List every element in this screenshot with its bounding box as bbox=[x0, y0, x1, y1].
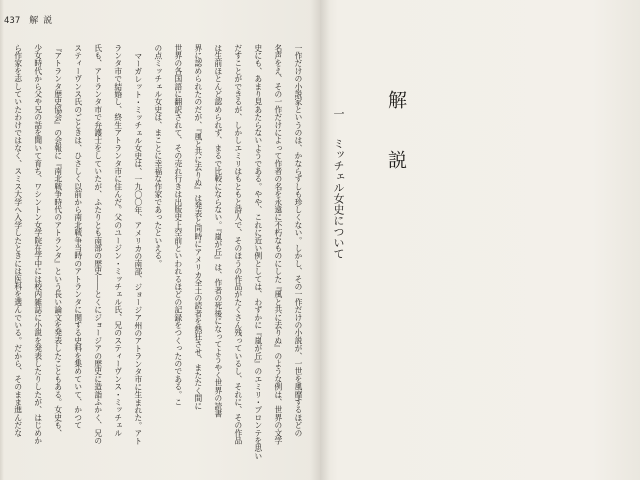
body-text bbox=[14, 44, 302, 462]
text-column: マーガレット・ミッチェル女史は、一九〇〇年、アメリカの南部、ジョージア州のアトランタ市に生まれた。アト bbox=[133, 51, 143, 445]
text-column: ら作家を志していたわけではなく、スミス大学へ入学したときには医科を選んでいる。だから、そのまま進んだな bbox=[13, 44, 23, 437]
text-column: 名声をえ、その一作だけによって作者の名を永遠に不朽なものにした『風と共に去りぬ』のような例は、世界の文学 bbox=[273, 44, 283, 445]
text-column: 『アトランタ歴史協会』の会報に『南北戦争時代のアトランタ』という長い論文を発表したこともある。女史も、 bbox=[53, 44, 63, 437]
running-head-title: 解説 bbox=[29, 16, 58, 26]
section-heading-text: ミッチェル女史について bbox=[332, 137, 345, 259]
text-column: 世界の各国語に翻訳されて、その売れ行きは出版史上空前といわれるほどの記録をつくったのである。こ bbox=[173, 44, 183, 406]
right-page bbox=[320, 0, 640, 480]
section-number: 一 bbox=[332, 108, 345, 119]
text-column: ランタ市で結婚し、終生アトランタ市に住んだ。父のユージン・ミッチェル氏、兄のスティーヴンス・ミッチェル bbox=[113, 44, 123, 437]
running-header bbox=[4, 15, 57, 27]
chapter-title: 解説 bbox=[385, 90, 407, 210]
page-number: 437 bbox=[4, 16, 21, 26]
text-column: 史にも、あまり見あたらないようである。やや、これに近い例としては、わずかに『嵐が丘』のエミリ・ブロンテを思い bbox=[253, 44, 263, 460]
text-column: の点ミッチェル女史は、まことに幸福な作家であったといえる。 bbox=[153, 44, 163, 268]
text-column: 界に認められたのだが、『風と共に去りぬ』は発表と同時にアメリカ全土の読者を熱狂させ、またたく間に bbox=[193, 44, 203, 410]
text-column: は生前ほとんど認められず、まるで比較にならない。『嵐が丘』は、作者の死後になってようやく世界の読書 bbox=[213, 44, 223, 418]
text-column: 少女時代から父や兄の話を聞いて育ち、ワシントン女学院在学中には校内雑誌に小説を発表したりしたが、はじめか bbox=[33, 44, 43, 445]
text-column: だすことができるが、しかしエミリはもともと詩人で、そのほうの作品がたくさん残っているし、それに、その作品 bbox=[233, 44, 243, 445]
text-column: スティーヴンス氏のごときは、ひさしく以前から南北戦争当時のアトランタに関する史料を集めていて、かつて bbox=[73, 44, 83, 429]
text-column: 氏も、アトランタ市で弁護士をしていたが、ふたりとも南部の歴史――とくにジョージアの歴史に造詣ふかく、兄の bbox=[93, 44, 103, 445]
section-heading bbox=[333, 108, 344, 259]
page-gutter bbox=[310, 0, 330, 480]
text-column: 一作だけの小説家というのは、かならずしも珍しくない。しかし、その一作だけの小説が、一世を風靡するほどの bbox=[293, 44, 303, 437]
